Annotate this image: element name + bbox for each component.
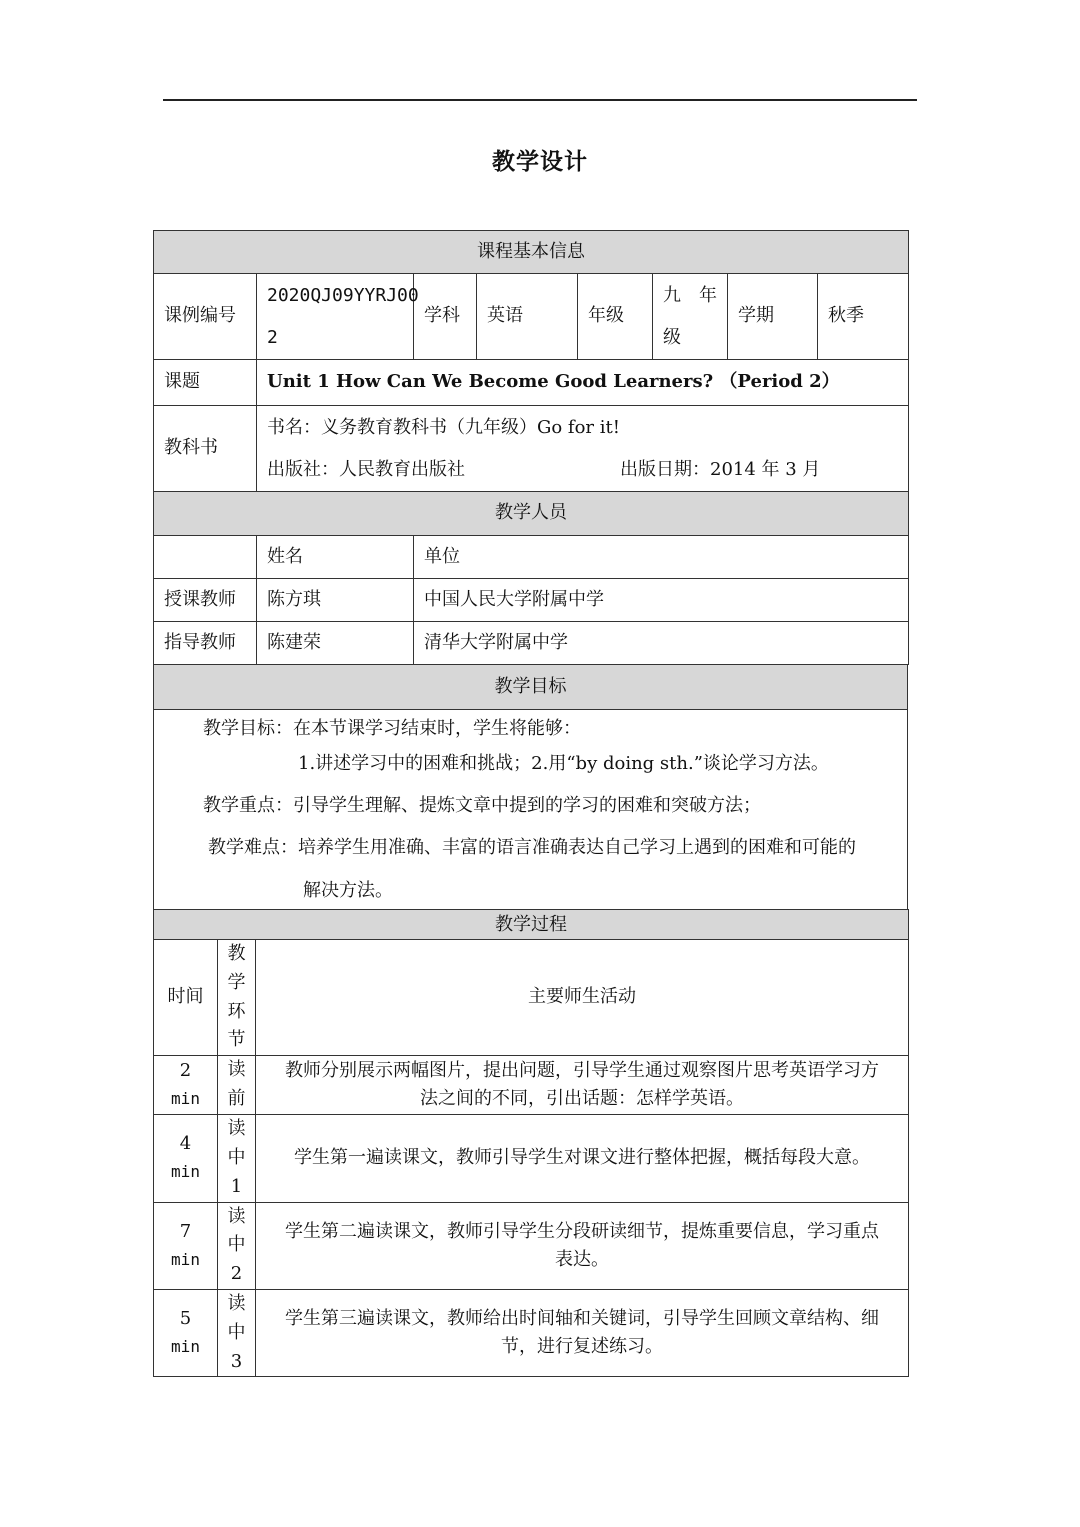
book-name: 书名：义务教育教科书（九年级）Go for it!: [267, 416, 620, 438]
staff-row: [154, 622, 909, 665]
stage-cell: 读 前: [218, 1056, 256, 1115]
grade-value: 九 年 级: [653, 274, 728, 360]
basic-info-table: [153, 230, 909, 492]
activity-cell: 学生第二遍读课文，教师引导学生分段研读细节，提炼重要信息，学习重点 表达。: [256, 1202, 909, 1289]
case-number-value: 2020QJ09YYRJ00 2: [257, 274, 414, 360]
subject-value: 英语: [477, 274, 578, 360]
stage-header: 教 学 环 节: [218, 940, 256, 1056]
textbook-info: [257, 406, 909, 492]
time-header: 时间: [154, 940, 218, 1056]
time-cell: 7 min: [154, 1202, 218, 1289]
time-cell: 4 min: [154, 1115, 218, 1202]
case-number-label: 课例编号: [154, 274, 257, 360]
time-cell: 2 min: [154, 1056, 218, 1115]
name-header: 姓名: [257, 536, 414, 579]
difficulty-line-cont: 解决方法。: [303, 880, 393, 901]
section-header-process: 教学过程: [154, 910, 909, 940]
staff-name: 陈方琪: [257, 579, 414, 622]
difficulty-line: 教学难点：培养学生用准确、丰富的语言准确表达自己学习上遇到的困难和可能的: [208, 837, 856, 858]
activity-cell: 学生第一遍读课文，教师引导学生对课文进行整体把握，概括每段大意。: [256, 1115, 909, 1202]
process-row: [154, 1289, 909, 1376]
staff-role: 指导教师: [154, 622, 257, 665]
process-row: [154, 1115, 909, 1202]
header-rule: [163, 99, 917, 101]
activity-cell: 学生第三遍读课文，教师给出时间轴和关键词，引导学生回顾文章结构、细 节，进行复述练习。: [256, 1289, 909, 1376]
key-point-line: 教学重点：引导学生理解、提炼文章中提到的学习的困难和突破方法；: [203, 795, 761, 816]
staff-unit: 清华大学附属中学: [414, 622, 909, 665]
topic-label: 课题: [154, 360, 257, 406]
term-label: 学期: [728, 274, 818, 360]
topic-value: Unit 1 How Can We Become Good Learners? （Period 2）: [257, 360, 909, 406]
subject-label: 学科: [414, 274, 477, 360]
process-row: [154, 1202, 909, 1289]
document-title: 教学设计: [492, 148, 588, 175]
stage-cell: 读 中 1: [218, 1115, 256, 1202]
activity-header: 主要师生活动: [256, 940, 909, 1056]
staff-table: [153, 491, 909, 665]
section-header-objectives: 教学目标: [154, 665, 908, 710]
textbook-label: 教科书: [154, 406, 257, 492]
activity-cell: 教师分别展示两幅图片，提出问题，引导学生通过观察图片思考英语学习方 法之间的不同，引出话题：怎样学英语。: [256, 1056, 909, 1115]
objective-line: 教学目标：在本节课学习结束时，学生将能够：: [203, 718, 581, 739]
process-table: [153, 909, 909, 1377]
unit-header: 单位: [414, 536, 909, 579]
staff-row: [154, 579, 909, 622]
staff-name: 陈建荣: [257, 622, 414, 665]
staff-role: 授课教师: [154, 579, 257, 622]
objectives-table: [153, 664, 908, 910]
section-header-staff: 教学人员: [154, 492, 909, 536]
process-row: [154, 1056, 909, 1115]
staff-unit: 中国人民大学附属中学: [414, 579, 909, 622]
stage-cell: 读 中 3: [218, 1289, 256, 1376]
objective-line: 1.讲述学习中的困难和挑战；2.用“by doing sth.”谈论学习方法。: [298, 753, 829, 774]
grade-label: 年级: [578, 274, 653, 360]
term-value: 秋季: [818, 274, 909, 360]
stage-cell: 读 中 2: [218, 1202, 256, 1289]
publish-date: 出版日期：2014 年 3 月: [620, 458, 821, 480]
publisher: 出版社：人民教育出版社: [267, 458, 465, 480]
staff-empty-cell: [154, 536, 257, 579]
section-header-basic: 课程基本信息: [154, 231, 909, 274]
time-cell: 5 min: [154, 1289, 218, 1376]
